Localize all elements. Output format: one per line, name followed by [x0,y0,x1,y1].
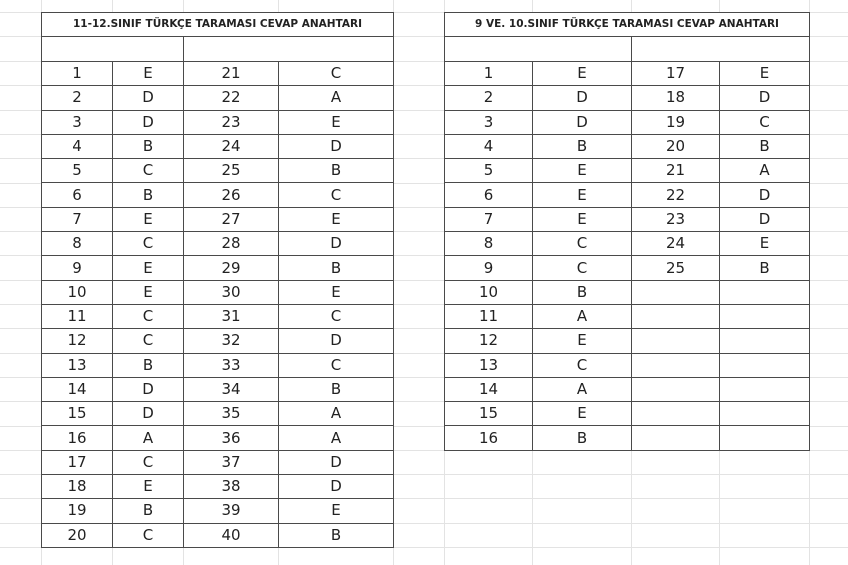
answer-cell[interactable] [720,329,810,353]
answer-cell[interactable]: E [279,110,394,134]
question-number-cell[interactable] [632,280,720,304]
table-row [42,232,394,256]
answer-cell[interactable]: A [279,426,394,450]
answer-cell[interactable]: D [279,475,394,499]
question-number-cell[interactable]: 7 [42,207,113,231]
table-row [42,402,394,426]
table-row [42,207,394,231]
table-row [42,523,394,547]
answer-cell[interactable]: B [533,134,632,158]
question-number-cell[interactable]: 8 [445,232,533,256]
answer-cell[interactable]: C [720,110,810,134]
answer-cell[interactable]: C [113,329,184,353]
answer-cell[interactable]: B [533,426,632,450]
question-number-cell[interactable]: 9 [445,256,533,280]
question-number-cell[interactable] [632,329,720,353]
question-number-cell[interactable]: 20 [42,523,113,547]
answer-cell[interactable]: D [279,329,394,353]
answer-cell[interactable] [720,353,810,377]
blank-cell[interactable] [632,37,810,62]
table-row [42,377,394,401]
answer-cell[interactable] [720,280,810,304]
question-number-cell[interactable]: 22 [184,86,279,110]
blank-cell[interactable] [445,37,632,62]
table-row [42,304,394,328]
question-number-cell[interactable]: 35 [184,402,279,426]
answer-cell[interactable]: E [533,183,632,207]
question-number-cell[interactable]: 1 [445,62,533,86]
question-number-cell[interactable]: 24 [632,232,720,256]
question-number-cell[interactable]: 17 [42,450,113,474]
table-row [445,159,810,183]
table-row [445,304,810,328]
answer-cell[interactable]: B [279,159,394,183]
answer-cell[interactable]: D [279,232,394,256]
table-row [42,110,394,134]
table-row [42,329,394,353]
question-number-cell[interactable] [632,402,720,426]
table-row [445,256,810,280]
answer-cell[interactable]: D [279,134,394,158]
table-row [445,207,810,231]
answer-cell[interactable]: E [533,402,632,426]
answer-cell[interactable]: E [113,256,184,280]
table-row [42,86,394,110]
question-number-cell[interactable]: 3 [445,110,533,134]
answer-cell[interactable]: B [113,183,184,207]
table-row [445,402,810,426]
question-number-cell[interactable]: 11 [42,304,113,328]
answer-cell[interactable]: C [279,62,394,86]
table-row [445,110,810,134]
table-row [445,377,810,401]
question-number-cell[interactable]: 14 [42,377,113,401]
answer-cell[interactable]: C [113,159,184,183]
question-number-cell[interactable]: 36 [184,426,279,450]
question-number-cell[interactable]: 30 [184,280,279,304]
question-number-cell[interactable]: 6 [445,183,533,207]
table-row [445,353,810,377]
question-number-cell[interactable]: 34 [184,377,279,401]
answer-cell[interactable]: B [720,256,810,280]
question-number-cell[interactable]: 5 [42,159,113,183]
question-number-cell[interactable]: 11 [445,304,533,328]
question-number-cell[interactable]: 22 [632,183,720,207]
answer-cell[interactable]: D [113,402,184,426]
table-row [42,62,394,86]
answer-cell[interactable]: B [720,134,810,158]
table-row [42,475,394,499]
answer-cell[interactable]: A [720,159,810,183]
question-number-cell[interactable]: 26 [184,183,279,207]
answer-cell[interactable]: A [533,304,632,328]
answer-cell[interactable]: C [279,304,394,328]
answer-cell[interactable] [720,402,810,426]
answer-cell[interactable]: E [279,207,394,231]
answer-cell[interactable]: E [113,280,184,304]
question-number-cell[interactable]: 28 [184,232,279,256]
question-number-cell[interactable]: 31 [184,304,279,328]
table-row [42,426,394,450]
question-number-cell[interactable]: 8 [42,232,113,256]
answer-cell[interactable]: D [113,86,184,110]
answer-cell[interactable]: B [533,280,632,304]
question-number-cell[interactable]: 13 [42,353,113,377]
table-row [42,450,394,474]
answer-cell[interactable]: E [113,62,184,86]
question-number-cell[interactable]: 25 [632,256,720,280]
question-number-cell[interactable]: 10 [445,280,533,304]
answer-cell[interactable]: E [533,159,632,183]
question-number-cell[interactable] [632,377,720,401]
question-number-cell[interactable]: 2 [42,86,113,110]
answer-cell[interactable]: C [533,256,632,280]
answer-cell[interactable] [720,426,810,450]
question-number-cell[interactable]: 4 [42,134,113,158]
question-number-cell[interactable]: 21 [632,159,720,183]
question-number-cell[interactable]: 16 [42,426,113,450]
answer-cell[interactable]: C [113,232,184,256]
blank-cell[interactable] [184,37,394,62]
question-number-cell[interactable]: 40 [184,523,279,547]
answer-cell[interactable]: B [113,499,184,523]
table-title[interactable]: 11-12.SINIF TÜRKÇE TARAMASI CEVAP ANAHTARI [42,13,394,37]
question-number-cell[interactable]: 38 [184,475,279,499]
question-number-cell[interactable]: 29 [184,256,279,280]
answer-cell[interactable]: D [533,86,632,110]
answer-cell[interactable]: B [279,377,394,401]
table-row [445,62,810,86]
question-number-cell[interactable]: 15 [445,402,533,426]
answer-cell[interactable]: E [113,475,184,499]
answer-cell[interactable]: C [533,353,632,377]
answer-cell[interactable] [720,304,810,328]
answer-cell[interactable]: C [113,304,184,328]
answer-cell[interactable]: B [279,256,394,280]
answer-cell[interactable]: D [720,207,810,231]
table-row [445,329,810,353]
table-row [445,86,810,110]
answer-cell[interactable]: E [533,62,632,86]
answer-cell[interactable]: D [113,377,184,401]
answer-cell[interactable]: A [279,86,394,110]
question-number-cell[interactable]: 32 [184,329,279,353]
table-row [42,134,394,158]
question-number-cell[interactable]: 19 [632,110,720,134]
answer-cell[interactable]: E [720,232,810,256]
answer-cell[interactable]: A [279,402,394,426]
question-number-cell[interactable]: 16 [445,426,533,450]
table-row [42,499,394,523]
question-number-cell[interactable] [632,353,720,377]
table-title[interactable]: 9 VE. 10.SINIF TÜRKÇE TARAMASI CEVAP ANAHTARI [445,13,810,37]
question-number-cell[interactable] [632,304,720,328]
question-number-cell[interactable]: 7 [445,207,533,231]
question-number-cell[interactable]: 25 [184,159,279,183]
question-number-cell[interactable]: 20 [632,134,720,158]
answer-cell[interactable]: B [113,134,184,158]
answer-cell[interactable]: E [113,207,184,231]
table-row [42,183,394,207]
answer-cell[interactable]: D [279,450,394,474]
question-number-cell[interactable]: 37 [184,450,279,474]
table-row [42,159,394,183]
blank-cell[interactable] [42,37,184,62]
question-number-cell[interactable]: 17 [632,62,720,86]
answer-cell[interactable]: C [113,450,184,474]
answer-cell[interactable]: E [279,499,394,523]
answer-cell[interactable]: D [720,183,810,207]
question-number-cell[interactable]: 21 [184,62,279,86]
question-number-cell[interactable]: 15 [42,402,113,426]
answer-cell[interactable]: E [279,280,394,304]
answer-cell[interactable]: E [720,62,810,86]
table-row [42,353,394,377]
answer-key-table-9-10 [444,12,810,451]
question-number-cell[interactable]: 23 [632,207,720,231]
answer-cell[interactable]: A [113,426,184,450]
answer-key-table-11-12 [41,12,394,548]
answer-cell[interactable]: C [279,353,394,377]
question-number-cell[interactable]: 18 [632,86,720,110]
question-number-cell[interactable]: 9 [42,256,113,280]
table-row [445,232,810,256]
question-number-cell[interactable]: 14 [445,377,533,401]
question-number-cell[interactable]: 5 [445,159,533,183]
answer-cell[interactable]: C [279,183,394,207]
table-row [445,280,810,304]
question-number-cell[interactable]: 6 [42,183,113,207]
question-number-cell[interactable]: 27 [184,207,279,231]
question-number-cell[interactable]: 3 [42,110,113,134]
question-number-cell[interactable]: 23 [184,110,279,134]
table-row [42,280,394,304]
question-number-cell[interactable]: 19 [42,499,113,523]
question-number-cell[interactable]: 13 [445,353,533,377]
answer-cell[interactable]: A [533,377,632,401]
question-number-cell[interactable]: 2 [445,86,533,110]
question-number-cell[interactable]: 12 [42,329,113,353]
table-row [445,134,810,158]
question-number-cell[interactable]: 10 [42,280,113,304]
question-number-cell[interactable]: 18 [42,475,113,499]
answer-cell[interactable]: C [113,523,184,547]
question-number-cell[interactable]: 12 [445,329,533,353]
answer-cell[interactable] [720,377,810,401]
answer-cell[interactable]: D [113,110,184,134]
question-number-cell[interactable]: 24 [184,134,279,158]
answer-cell[interactable]: B [279,523,394,547]
answer-cell[interactable]: C [533,232,632,256]
question-number-cell[interactable] [632,426,720,450]
question-number-cell[interactable]: 39 [184,499,279,523]
answer-cell[interactable]: E [533,207,632,231]
table-row [445,426,810,450]
answer-cell[interactable]: B [113,353,184,377]
question-number-cell[interactable]: 1 [42,62,113,86]
answer-cell[interactable]: D [720,86,810,110]
question-number-cell[interactable]: 33 [184,353,279,377]
answer-cell[interactable]: E [533,329,632,353]
table-row [42,256,394,280]
answer-cell[interactable]: D [533,110,632,134]
table-row [445,183,810,207]
question-number-cell[interactable]: 4 [445,134,533,158]
